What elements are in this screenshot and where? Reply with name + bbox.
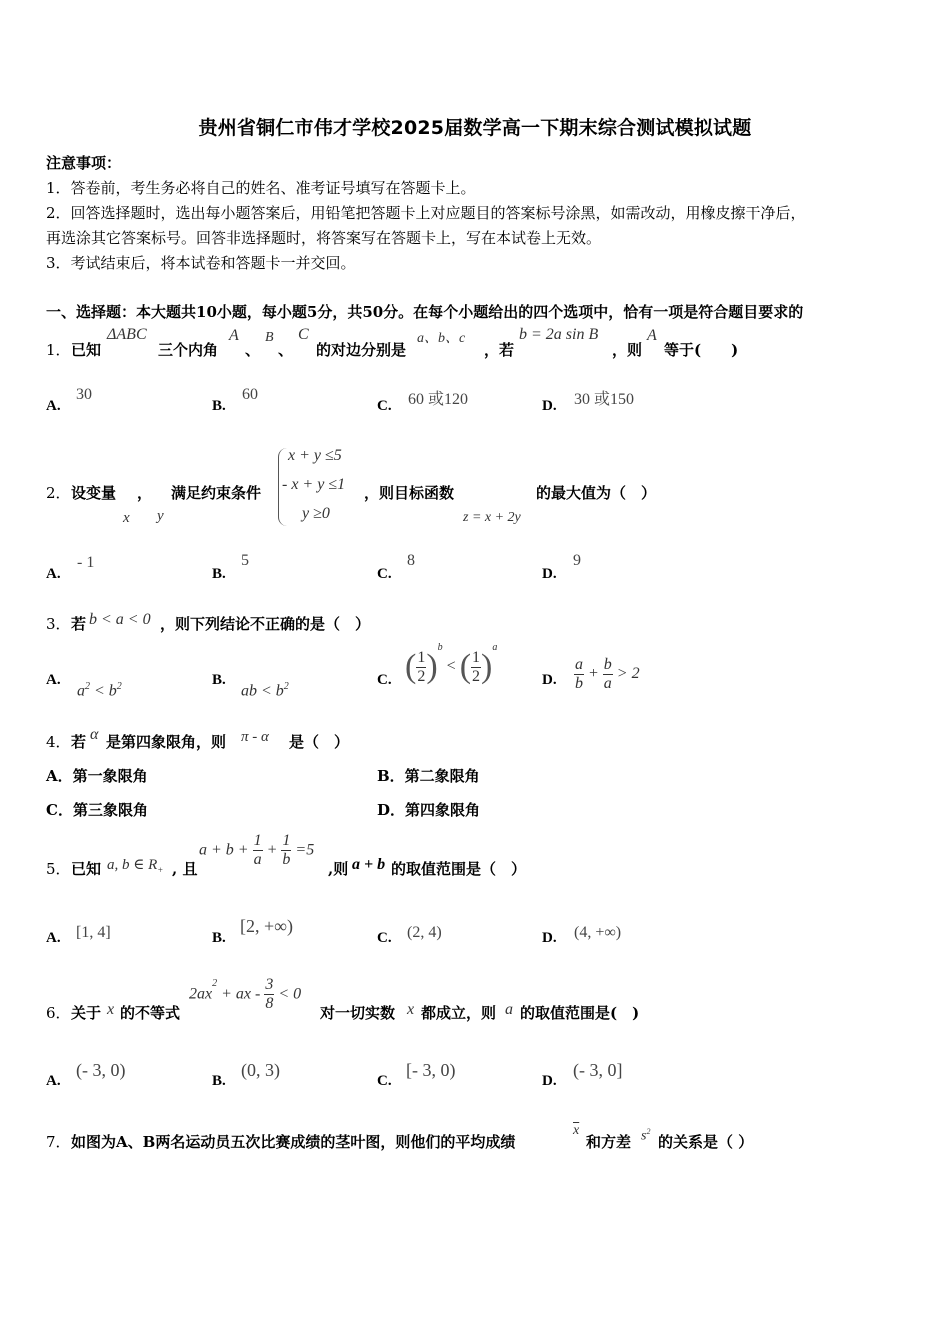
q5-number: 5．: [46, 860, 71, 878]
q6-ineq-term2: + ax -: [221, 985, 261, 1003]
q1-text-5: ，则: [612, 341, 643, 359]
q1-sep-1: 、: [245, 341, 261, 359]
q7-number: 7．: [46, 1133, 71, 1151]
q2-var-y: y: [157, 508, 164, 524]
q2-text-2: ，: [137, 484, 153, 502]
q7-variance-exp: 2: [646, 1127, 651, 1136]
q3-option-c-num-2: 1: [472, 648, 481, 666]
q5-text-2: , 且: [172, 860, 198, 878]
q5-eq-frac-2: [281, 832, 291, 869]
q3-option-c-frac-2: [471, 649, 481, 686]
q3-option-b-label: B.: [212, 672, 226, 688]
q5-eq-lhs: a + b +: [199, 841, 249, 859]
q2-option-a-label: A.: [46, 566, 61, 582]
q3-option-d-num-2: b: [603, 656, 612, 673]
q1-option-d: 30 或150: [574, 391, 635, 408]
q1-option-a-label: A.: [46, 398, 61, 414]
q2-option-b-label: B.: [212, 566, 226, 582]
page-title: 贵州省铜仁市伟才学校2025届数学高一下期末综合测试模拟试题: [198, 117, 752, 139]
q2-var-x: x: [123, 510, 130, 526]
q2-constraint-3: y ≥0: [302, 505, 330, 522]
q6-inequality: [189, 976, 301, 1013]
q7-text-2: 和方差: [586, 1133, 632, 1151]
q5-text-1: 已知: [71, 860, 102, 878]
q6-ineq-frac: [264, 976, 274, 1013]
q1-option-b-label: B.: [212, 398, 226, 414]
q7-text-1: 如图为A、B两名运动员五次比赛成绩的茎叶图，则他们的平均成绩: [71, 1133, 516, 1151]
q6-var-x: x: [107, 1001, 115, 1018]
q3-option-a-exp2: 2: [116, 681, 122, 692]
q1-text-3: 的对边分别是: [316, 341, 407, 359]
q2-text-5: 的最大值为（ ）: [536, 484, 657, 502]
notice-item-1: 1．答卷前，考生务必将自己的姓名、准考证号填写在答题卡上。: [46, 179, 476, 197]
q2-text-3: 满足约束条件: [171, 484, 262, 502]
q3-option-c-lparen-2: (: [459, 648, 472, 685]
q3-option-c-exp-a: a: [492, 642, 498, 654]
q6-option-d: (- 3, 0]: [573, 1060, 623, 1080]
q3-text-1: 若: [71, 615, 87, 633]
notice-item-4: 3．考试结束后，将本试卷和答题卡一并交回。: [46, 254, 356, 272]
q1-triangle: ΔABC: [107, 326, 147, 343]
q5-option-d: (4, +∞): [574, 924, 622, 941]
q3-number: 3．: [46, 615, 71, 633]
q1-angle-a2: A: [647, 327, 657, 344]
q2-number: 2．: [46, 484, 71, 502]
q1-text-4: ，若: [484, 341, 515, 359]
q1-sides: a、b、c: [417, 331, 466, 346]
q5-set-sub: +: [157, 865, 164, 875]
q5-option-a-label: A.: [46, 930, 61, 946]
q6-option-c-label: C.: [377, 1073, 392, 1089]
q4-number: 4．: [46, 733, 71, 751]
q5-option-d-label: D.: [542, 930, 557, 946]
q1-angle-c: C: [298, 326, 309, 343]
q3-option-c-den-2: 2: [472, 667, 481, 685]
q2-option-d-label: D.: [542, 566, 557, 582]
q1-number: 1．: [46, 341, 71, 359]
q5-option-c-label: C.: [377, 930, 392, 946]
q3-option-b: [241, 681, 289, 700]
q3-option-d-den-1: b: [575, 675, 583, 692]
q3-option-c-frac-1: [416, 649, 426, 686]
q1-condition: b = 2a sin B: [519, 326, 599, 343]
q5-equation: [199, 832, 314, 869]
q1-angle-b: B: [265, 330, 274, 345]
q5-eq-frac-1: [253, 832, 263, 869]
q6-option-a-label: A.: [46, 1073, 61, 1089]
q5-text-4: 的取值范围是（ ）: [391, 860, 527, 878]
q1-option-b: 60: [242, 386, 258, 403]
q3-option-a-a: a: [77, 682, 85, 700]
q4-text-3: 是（ ）: [289, 733, 350, 751]
q2-option-a: - 1: [77, 554, 95, 571]
q6-text-5: 的取值范围是( ): [520, 1004, 640, 1022]
q4-option-c: C．第三象限角: [46, 801, 148, 819]
q3-option-c-exp-b: b: [437, 642, 443, 654]
q5-eq-den-1: a: [253, 851, 262, 868]
q2-option-c-label: C.: [377, 566, 392, 582]
q1-option-d-label: D.: [542, 398, 557, 414]
q1-sep-2: 、: [278, 341, 294, 359]
q5-text-3: ,则: [328, 860, 349, 878]
q4-option-d: D．第四象限角: [377, 801, 481, 819]
q6-text-3: 对一切实数: [320, 1004, 396, 1022]
q2-constraint-2: - x + y ≤1: [282, 476, 346, 493]
q5-expr: a + b: [352, 856, 386, 873]
q5-option-b: [2, +∞): [240, 916, 293, 936]
q3-option-a-rhs: < b: [94, 682, 117, 700]
q5-option-c: (2, 4): [407, 924, 442, 941]
q4-text-1: 若: [71, 733, 87, 751]
q6-number: 6．: [46, 1004, 71, 1022]
q2-text-1: 设变量: [71, 484, 117, 502]
q6-option-c: [- 3, 0): [406, 1060, 456, 1080]
q7-text-3: 的关系是（ ）: [658, 1133, 754, 1151]
q4-option-b: B．第二象限角: [377, 767, 480, 785]
q2-option-c: 8: [407, 552, 415, 569]
q2-objective: z = x + 2y: [463, 510, 521, 525]
q6-var-x2: x: [407, 1001, 415, 1018]
section-heading: 一、选择题：本大题共10小题，每小题5分，共50分。在每个小题给出的四个选项中，恰有一项是符合题目要求的: [46, 303, 804, 321]
q4-text-2: 是第四象限角，则: [106, 733, 227, 751]
q3-option-a: [77, 681, 122, 700]
q1-text-2: 三个内角: [158, 341, 219, 359]
q3-option-d-label: D.: [542, 672, 557, 688]
q7-xbar: $\overline{x}$: [573, 1123, 580, 1138]
q3-option-d-frac-1: [574, 656, 584, 693]
q1-option-c-label: C.: [377, 398, 392, 414]
notice-item-3: 再选涂其它答案标号。回答非选择题时，将答案写在答题卡上，写在本试卷上无效。: [46, 229, 602, 247]
q3-option-c-lt: <: [446, 657, 456, 675]
q3-option-b-exp: 2: [283, 681, 289, 692]
q3-option-c-num-1: 1: [417, 648, 426, 666]
q7-variance: [641, 1127, 650, 1145]
q3-option-c-lparen-1: (: [405, 648, 417, 685]
q3-option-b-expr: ab < b: [241, 682, 284, 700]
q3-option-d-num-1: a: [575, 656, 583, 673]
q5-eq-num-2: 1: [282, 832, 291, 849]
q3-option-c-den-1: 2: [417, 667, 426, 685]
q4-expr: π - α: [241, 729, 269, 745]
q2-option-b: 5: [241, 552, 249, 569]
q6-ineq-term1: 2ax: [189, 985, 213, 1003]
q1-text-1: 已知: [71, 341, 102, 359]
q5-set: [107, 855, 163, 875]
q5-set-expr: a, b ∈ R: [107, 857, 158, 873]
q6-ineq-num: 3: [265, 976, 274, 993]
q4-alpha: α: [90, 726, 99, 743]
q2-constraint-1: x + y ≤5: [288, 447, 342, 464]
q1-text-6: 等于( ): [664, 341, 739, 359]
q2-option-d: 9: [573, 552, 581, 569]
q6-text-2: 的不等式: [120, 1004, 181, 1022]
q6-text-4: 都成立，则: [421, 1004, 497, 1022]
q3-option-c-rparen-2: ): [481, 648, 493, 685]
q5-eq-plus: +: [266, 841, 278, 859]
q3-option-d-gt: > 2: [616, 665, 640, 683]
q6-ineq-exp: 2: [212, 978, 218, 990]
q3-option-a-label: A.: [46, 672, 61, 688]
q3-option-d-frac-2: [603, 656, 613, 693]
notice-item-2: 2．回答选择题时，选出每小题答案后，用铅笔把答题卡上对应题目的答案标号涂黑，如需改动，用橡皮擦干净后，: [46, 204, 806, 222]
q6-option-d-label: D.: [542, 1073, 557, 1089]
q3-option-c-label: C.: [377, 672, 392, 688]
notice-heading: 注意事项：: [46, 154, 122, 172]
q6-ineq-den: 8: [265, 995, 274, 1012]
q3-option-c: [405, 642, 498, 686]
q3-option-d-den-2: a: [603, 675, 612, 692]
q5-eq-den-2: b: [282, 851, 291, 868]
q5-eq-rhs: =5: [295, 841, 315, 859]
q6-option-b-label: B.: [212, 1073, 226, 1089]
q6-ineq-rhs: < 0: [278, 985, 302, 1003]
q7-variance-s: s: [641, 1128, 647, 1144]
q5-option-a: [1, 4]: [76, 924, 111, 941]
q3-text-2: ，则下列结论不正确的是（ ）: [160, 615, 371, 633]
q3-option-c-rparen-1: ): [426, 648, 438, 685]
q3-condition: b < a < 0: [89, 611, 151, 628]
q5-option-b-label: B.: [212, 930, 226, 946]
q6-option-b: (0, 3): [241, 1060, 280, 1080]
q5-eq-num-1: 1: [253, 832, 262, 849]
q1-option-a: 30: [76, 386, 92, 403]
q4-option-a: A．第一象限角: [46, 767, 148, 785]
q1-angle-a: A: [229, 327, 239, 344]
q6-var-a: a: [505, 1001, 513, 1018]
q1-option-c: 60 或120: [408, 391, 469, 408]
q3-option-d: [574, 656, 640, 693]
q2-text-4: ，则目标函数: [364, 484, 455, 502]
q3-option-a-exp1: 2: [85, 681, 90, 692]
q6-text-1: 关于: [71, 1004, 102, 1022]
q6-option-a: (- 3, 0): [76, 1060, 126, 1080]
q3-option-d-plus: +: [588, 665, 599, 683]
